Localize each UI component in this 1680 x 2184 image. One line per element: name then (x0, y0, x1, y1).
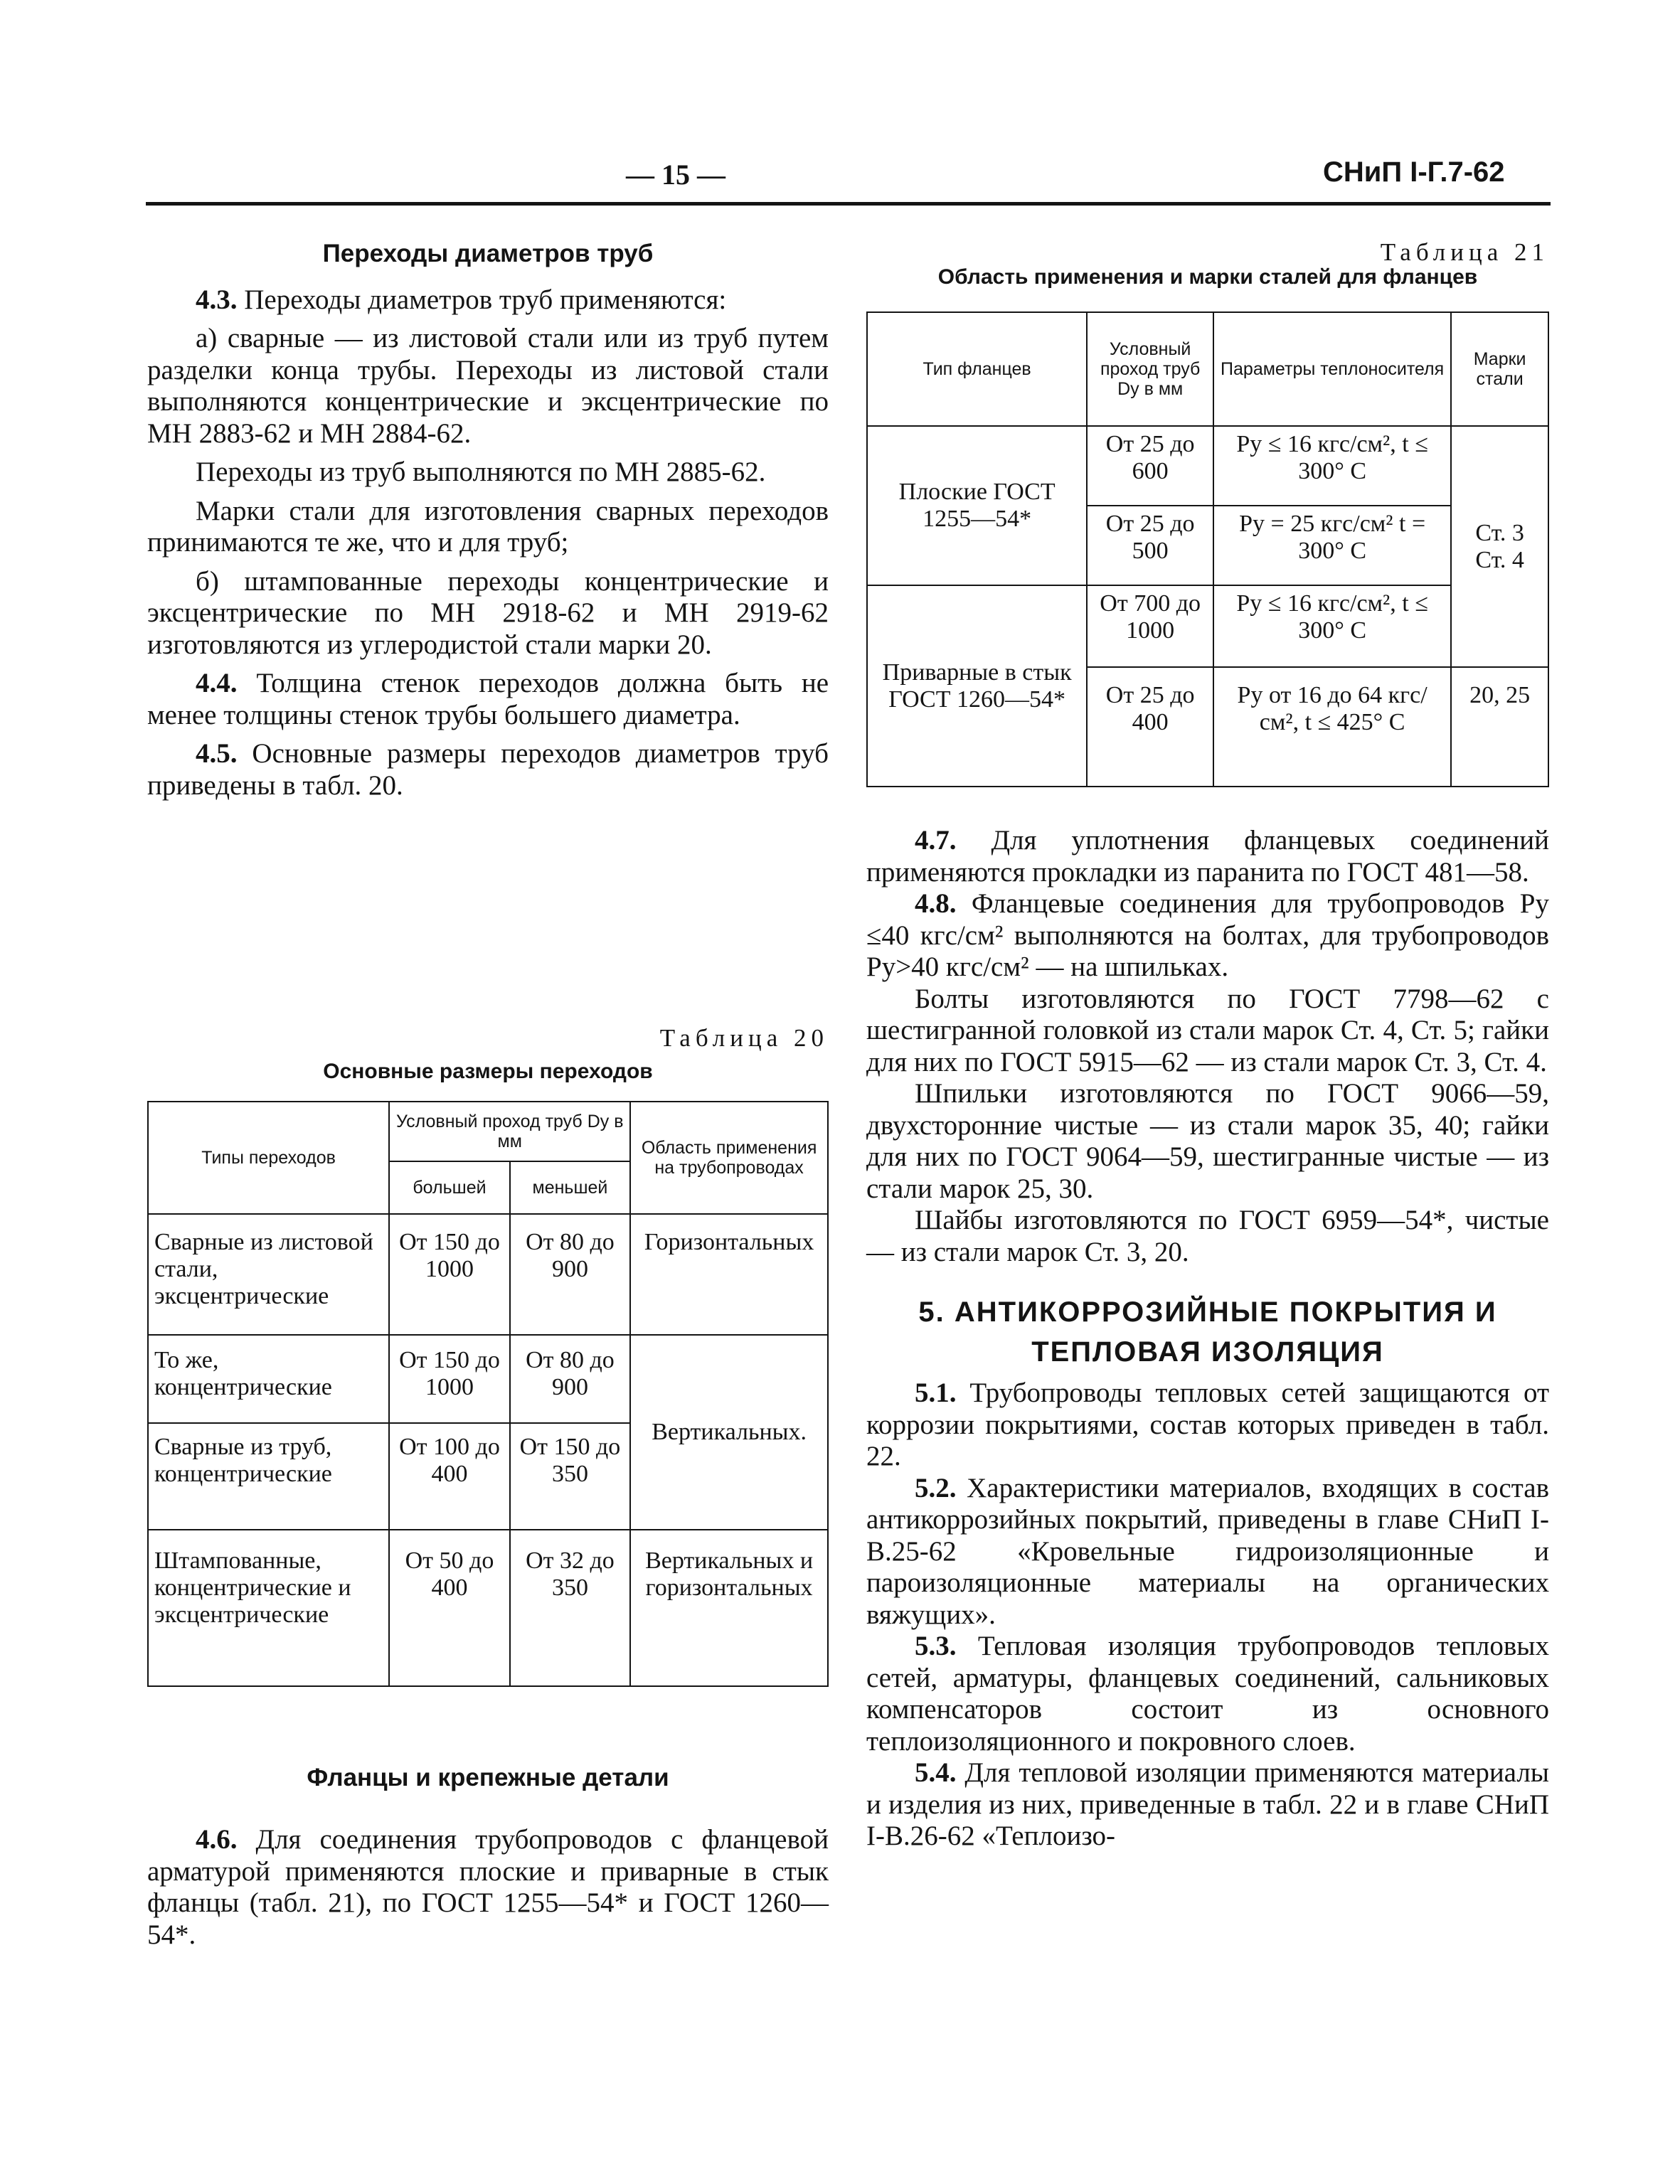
table-20-title: Основные размеры переходов (323, 1060, 653, 1083)
t20-type: То же, концентрические (148, 1335, 389, 1423)
t20-big: От 100 до 400 (389, 1423, 509, 1530)
t21-grade-2: 20, 25 (1451, 667, 1548, 787)
paragraph-5-4 (866, 1757, 1549, 1853)
para-text: Толщина стенок переходов должна быть не менее толщины стенок трубы большего диаметра. (147, 668, 829, 730)
t20-small: От 150 до 350 (510, 1423, 631, 1530)
paragraph-4-8-d: Шайбы изготовляются по ГОСТ 6959—54*, чистые — из стали марок Ст. 3, 20. (866, 1205, 1549, 1267)
t20-big: От 150 до 1000 (389, 1335, 509, 1423)
paragraph-4-7 (866, 825, 1549, 888)
table-row (867, 585, 1548, 667)
table-20 (147, 1101, 829, 1687)
t20-small: От 80 до 900 (510, 1335, 631, 1423)
paragraph-4-3-b: Переходы из труб выполняются по МН 2885-62. (196, 457, 766, 487)
paragraph-4-5 (147, 738, 829, 801)
para-text: Для уплотнения фланцевых соединений применяются прокладки из паранита по ГОСТ 481—58. (866, 825, 1549, 888)
para-text: Переходы диаметров труб применяются: (244, 284, 727, 315)
para-text: Для соединения трубопроводов с фланцевой арматурой применяются плоские и приварные в стык фланцы (табл. 21), по ГОСТ 1255—54* и ГОСТ 1260—54*. (147, 1824, 829, 1950)
t21-dn: От 25 до 500 (1087, 506, 1213, 585)
para-number: 4.3. (196, 284, 238, 315)
paragraph-4-8-b: Болты изготовляются по ГОСТ 7798—62 с шестигранной головкой из стали марок Ст. 4, Ст. 5; гайки для них по ГОСТ 5915—62 — из стали марок Ст. 3, Ст. 4. (866, 983, 1549, 1077)
t21-dn: От 25 до 600 (1087, 426, 1213, 506)
paragraph-4-3-d: б) штампованные переходы концентрические и эксцентрические по МН 2918-62 и МН 2919-62 изготовляются из углеродистой стали марки 20. (147, 565, 829, 660)
paragraph-4-3-c: Марки стали для изготовления сварных переходов принимаются те же, что и для труб; (147, 495, 829, 558)
para-number: 5.2. (915, 1472, 957, 1503)
table-row (148, 1530, 828, 1686)
t21-type-flat: Плоские ГОСТ 1255—54* (867, 426, 1087, 585)
page-number: — 15 — (626, 159, 725, 191)
paragraph-5-1 (866, 1378, 1549, 1473)
para-number: 4.5. (196, 738, 238, 769)
table-21-label: Таблица 21 (1380, 238, 1549, 266)
para-text: Трубопроводы тепловых сетей защищаются от коррозии покрытиями, состав которых приведен в табл. 22. (866, 1378, 1549, 1471)
t20-type: Сварные из труб, концентрические (148, 1423, 389, 1530)
t21-header-grade: Марки стали (1451, 312, 1548, 426)
t21-param: Pу ≤ 16 кгс/см², t ≤ 300° С (1213, 426, 1451, 506)
para-number: 5.4. (915, 1757, 957, 1788)
paragraph-5-3 (866, 1631, 1549, 1757)
t21-dn: От 25 до 400 (1087, 667, 1213, 787)
t20-header-type: Типы переходов (148, 1102, 389, 1214)
left-column (147, 238, 829, 801)
t20-small: От 80 до 900 (510, 1214, 631, 1335)
para-text: Характеристики материалов, входящих в состав антикоррозийных покрытий, приведены в главе СНиП I-В.25-62 «Кровельные гидроизоляционные и пароизоляционные материалы на органических вяжущих». (866, 1472, 1549, 1630)
t20-area-merged: Вертикальных. (630, 1335, 828, 1530)
section-heading-transitions: Переходы диаметров труб (322, 240, 654, 267)
t20-header-big: большей (389, 1161, 509, 1214)
t21-header-type: Тип фланцев (867, 312, 1087, 426)
para-number: 4.8. (915, 888, 957, 919)
table-row (867, 426, 1548, 506)
para-text: Тепловая изоляция трубопроводов тепловых сетей, арматуры, фланцевых соединений, сальниковых компенсаторов состоит из основного теплоизоляционного и покровного слоев. (866, 1631, 1550, 1757)
t20-header-area: Область применения на трубопроводах (630, 1102, 828, 1214)
paragraph-4-4 (147, 668, 829, 731)
para-text: Основные размеры переходов диаметров труб приведены в табл. 20. (147, 738, 829, 801)
section-heading-5: 5. АНТИКОРРОЗИЙНЫЕ ПОКРЫТИЯ И ТЕПЛОВАЯ ИЗОЛЯЦИЯ (918, 1296, 1497, 1368)
table-row (148, 1335, 828, 1423)
table-row (148, 1214, 828, 1335)
t20-big: От 150 до 1000 (389, 1214, 509, 1335)
t20-small: От 32 до 350 (510, 1530, 631, 1686)
t20-big: От 50 до 400 (389, 1530, 509, 1686)
t20-type: Сварные из листовой стали, эксцентрические (148, 1214, 389, 1335)
paragraph-5-2 (866, 1473, 1549, 1631)
right-column (866, 825, 1549, 1853)
left-column-bottom (147, 1824, 829, 1951)
t21-header-dn: Условный проход труб Dу в мм (1087, 312, 1213, 426)
table-20-label: Таблица 20 (659, 1024, 829, 1052)
section-heading-flanges: Фланцы и крепежные детали (307, 1764, 669, 1791)
t21-param: Pу ≤ 16 кгс/см², t ≤ 300° С (1213, 585, 1451, 667)
t21-param: Pу от 16 до 64 кгс/см², t ≤ 425° С (1213, 667, 1451, 787)
t20-header-small: меньшей (510, 1161, 631, 1214)
table-21 (866, 311, 1549, 787)
paragraph-4-3 (147, 284, 829, 316)
para-number: 5.3. (915, 1631, 957, 1661)
header-rule (146, 202, 1551, 206)
t20-area: Горизонтальных (630, 1214, 828, 1335)
para-text: Фланцевые соединения для трубопроводов Pу ≤40 кгс/см² выполняются на болтах, для трубопроводов Pу>40 кгс/см² — на шпильках. (866, 888, 1549, 982)
para-number: 4.7. (915, 825, 957, 856)
paragraph-4-3-a: а) сварные — из листовой стали или из труб путем разделки конца трубы. Переходы из листовой стали выполняются концентрические и эксцентрические по МН 2883-62 и МН 2884-62. (147, 323, 829, 449)
para-number: 5.1. (915, 1378, 957, 1408)
t21-header-param: Параметры теплоносителя (1213, 312, 1451, 426)
para-number: 4.6. (196, 1824, 238, 1855)
paragraph-4-8 (866, 888, 1549, 984)
para-number: 4.4. (196, 668, 238, 698)
t21-param: Pу = 25 кгс/см² t = 300° С (1213, 506, 1451, 585)
para-text: Для тепловой изоляции применяются материалы и изделия из них, приведенные в табл. 22 и в главе СНиП I-В.26-62 «Теплоизо- (866, 1757, 1550, 1851)
t20-type: Штампованные, концентрические и эксцентрические (148, 1530, 389, 1686)
paragraph-4-8-c: Шпильки изготовляются по ГОСТ 9066—59, двухсторонние чистые — из стали марок 35, 40; гайки для них по ГОСТ 9064—59, шестигранные чистые — из стали марок 25, 30. (866, 1078, 1549, 1204)
document-code: СНиП I-Г.7-62 (1323, 156, 1505, 188)
table-21-title: Область применения и марки сталей для фланцев (937, 265, 1478, 289)
t21-dn: От 700 до 1000 (1087, 585, 1213, 667)
t21-grade-1: Ст. 3 Ст. 4 (1451, 426, 1548, 667)
t21-type-weld: Приварные в стык ГОСТ 1260—54* (867, 585, 1087, 787)
paragraph-4-6 (147, 1824, 829, 1951)
t20-area: Вертикальных и горизонтальных (630, 1530, 828, 1686)
t20-header-dn: Условный проход труб Dу в мм (389, 1102, 630, 1161)
